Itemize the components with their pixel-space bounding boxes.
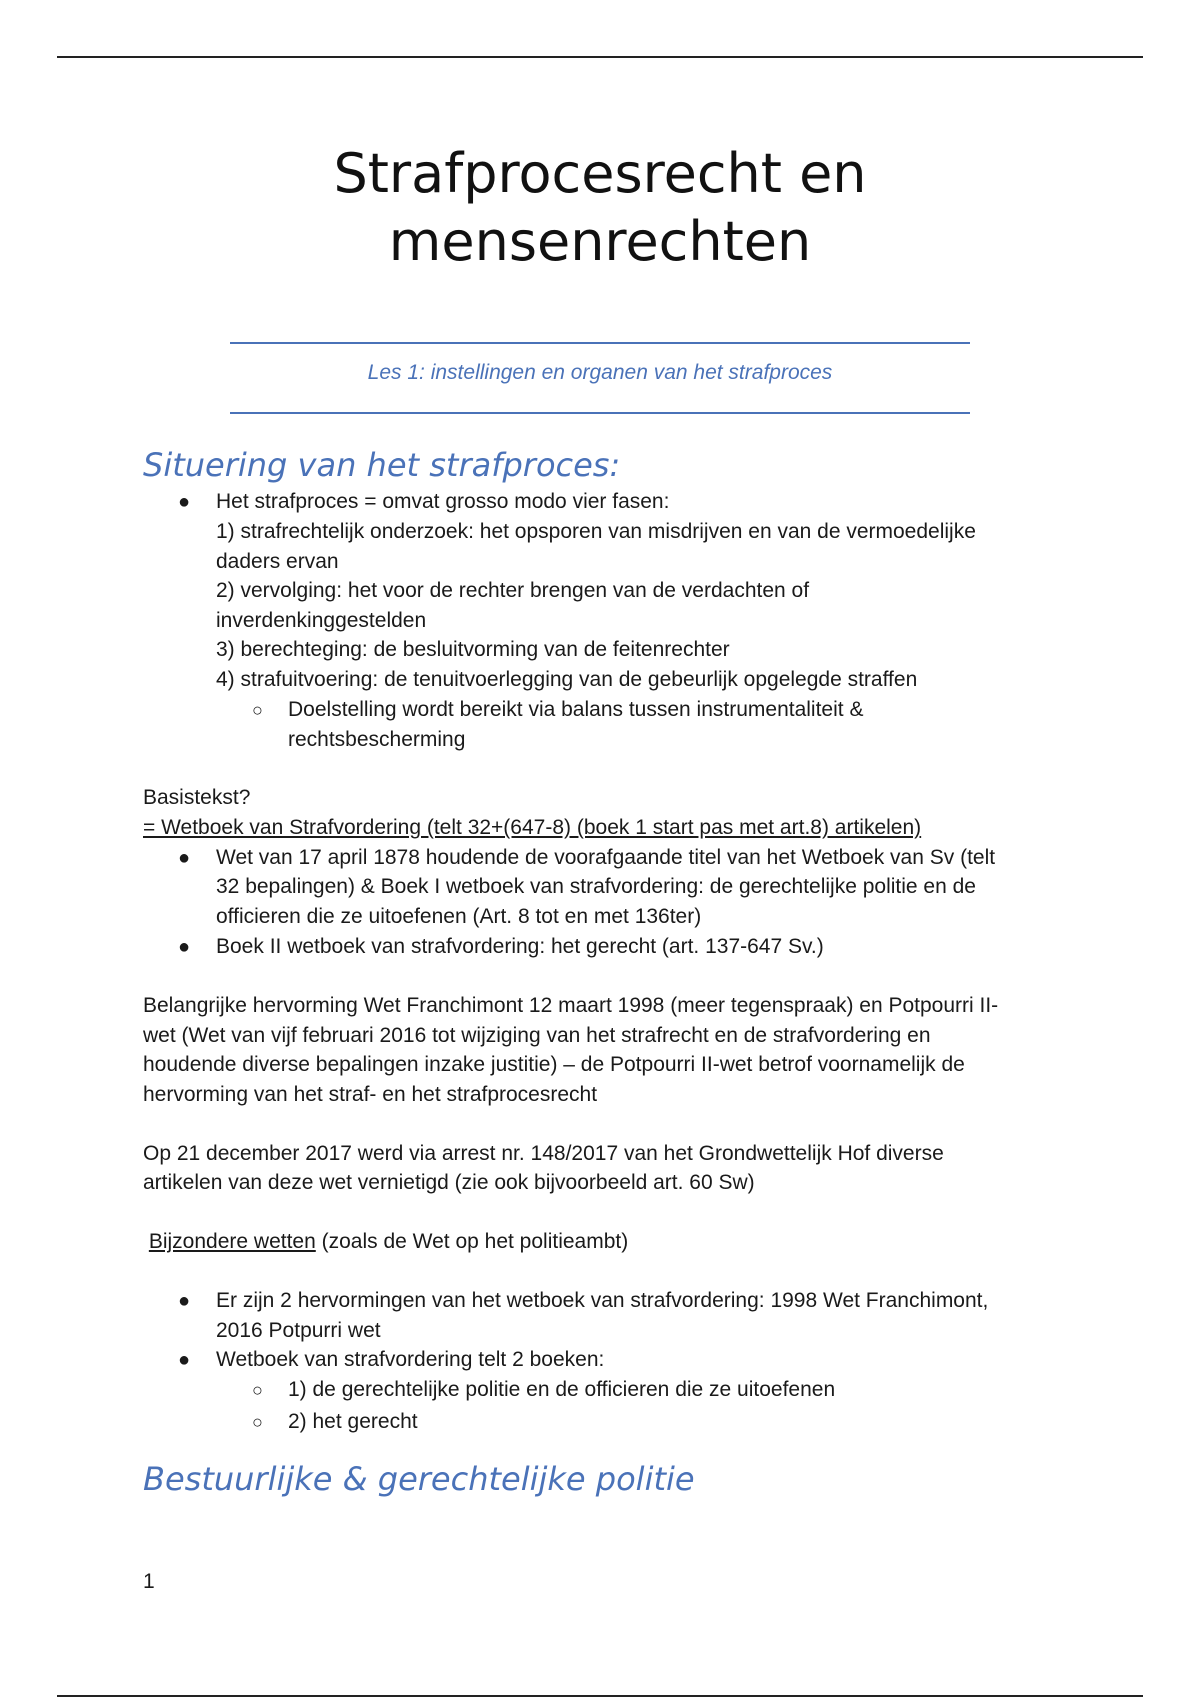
subtitle-rule-top — [230, 342, 970, 344]
sub-bullet-text: rechtsbescherming — [288, 728, 466, 751]
phase-text: inverdenkinggestelden — [216, 609, 427, 632]
document-title — [0, 140, 1200, 276]
sub-bullet-text: Doelstelling wordt bereikt via balans tussen instrumentaliteit & — [288, 698, 864, 721]
bullet-icon: ● — [178, 491, 191, 513]
sub-bullet-icon: ○ — [252, 1412, 263, 1432]
paragraph-line: Op 21 december 2017 werd via arrest nr. 148/2017 van het Grondwettelijk Hof diverse — [143, 1142, 944, 1165]
paragraph-line: artikelen van deze wet vernietigd (zie ook bijvoorbeeld art. 60 Sw) — [143, 1171, 755, 1194]
page-number: 1 — [143, 1570, 155, 1593]
basistekst-answer: = Wetboek van Strafvordering (telt 32+(647-8) (boek 1 start pas met art.8) artikelen) — [143, 816, 922, 839]
phase-text: 4) strafuitvoering: de tenuitvoerlegging van de gebeurlijk opgelegde straffen — [216, 668, 918, 691]
sub-bullet-icon: ○ — [252, 700, 263, 720]
phase-text: 1) strafrechtelijk onderzoek: het opsporen van misdrijven en van de vermoedelijke — [216, 520, 976, 543]
subtitle-rule-bottom — [230, 412, 970, 414]
bottom-rule — [57, 1695, 1143, 1697]
subtitle: Les 1: instellingen en organen van het strafproces — [367, 361, 833, 384]
bullet-text: officieren die ze uitoefenen (Art. 8 tot en met 136ter) — [216, 905, 702, 928]
bullet-icon: ● — [178, 1349, 191, 1371]
sub-bullet-text: 2) het gerecht — [288, 1410, 418, 1433]
bullet-icon: ● — [178, 936, 191, 958]
bijzondere-wetten-link: Bijzondere wetten — [148, 1230, 316, 1253]
bullet-text: Het strafproces = omvat grosso modo vier fasen: — [216, 490, 670, 513]
basistekst-question: Basistekst? — [143, 786, 251, 809]
top-rule — [57, 56, 1143, 58]
title-line-2: mensenrechten — [388, 210, 812, 273]
bullet-text: Wetboek van strafvordering telt 2 boeken: — [216, 1348, 605, 1371]
paragraph-line: hervorming van het straf- en het strafprocesrecht — [143, 1083, 598, 1106]
section-heading-situering: Situering van het strafproces: — [143, 446, 621, 484]
phase-text: 3) berechteging: de besluitvorming van de feitenrechter — [216, 638, 730, 661]
section-heading-politie: Bestuurlijke & gerechtelijke politie — [143, 1460, 695, 1498]
paragraph-line: wet (Wet van vijf februari 2016 tot wijziging van het strafrecht en de strafvordering en — [143, 1024, 931, 1047]
paragraph-line: Belangrijke hervorming Wet Franchimont 12 maart 1998 (meer tegenspraak) en Potpourri II- — [143, 994, 999, 1017]
bullet-text: 2016 Potpurri wet — [216, 1319, 381, 1342]
bijzondere-wetten-line — [143, 1227, 628, 1257]
phase-text: 2) vervolging: het voor de rechter brengen van de verdachten of — [216, 579, 810, 602]
sub-bullet-text: 1) de gerechtelijke politie en de officieren die ze uitoefenen — [288, 1378, 836, 1401]
bullet-icon: ● — [178, 1290, 191, 1312]
bullet-text: 32 bepalingen) & Boek I wetboek van strafvordering: de gerechtelijke politie en de — [216, 875, 976, 898]
paragraph-line: houdende diverse bepalingen inzake justitie) – de Potpourri II-wet betrof voornamelijk de — [143, 1053, 965, 1076]
bullet-icon: ● — [178, 847, 191, 869]
phase-text: daders ervan — [216, 550, 339, 573]
bullet-text: Er zijn 2 hervormingen van het wetboek van strafvordering: 1998 Wet Franchimont, — [216, 1289, 989, 1312]
sub-bullet-icon: ○ — [252, 1380, 263, 1400]
bullet-text: Boek II wetboek van strafvordering: het gerecht (art. 137-647 Sv.) — [216, 935, 824, 958]
bijzondere-wetten-rest: (zoals de Wet op het politieambt) — [315, 1230, 629, 1253]
title-line-1: Strafprocesrecht en — [333, 142, 867, 205]
bullet-text: Wet van 17 april 1878 houdende de voorafgaande titel van het Wetboek van Sv (telt — [216, 846, 996, 869]
